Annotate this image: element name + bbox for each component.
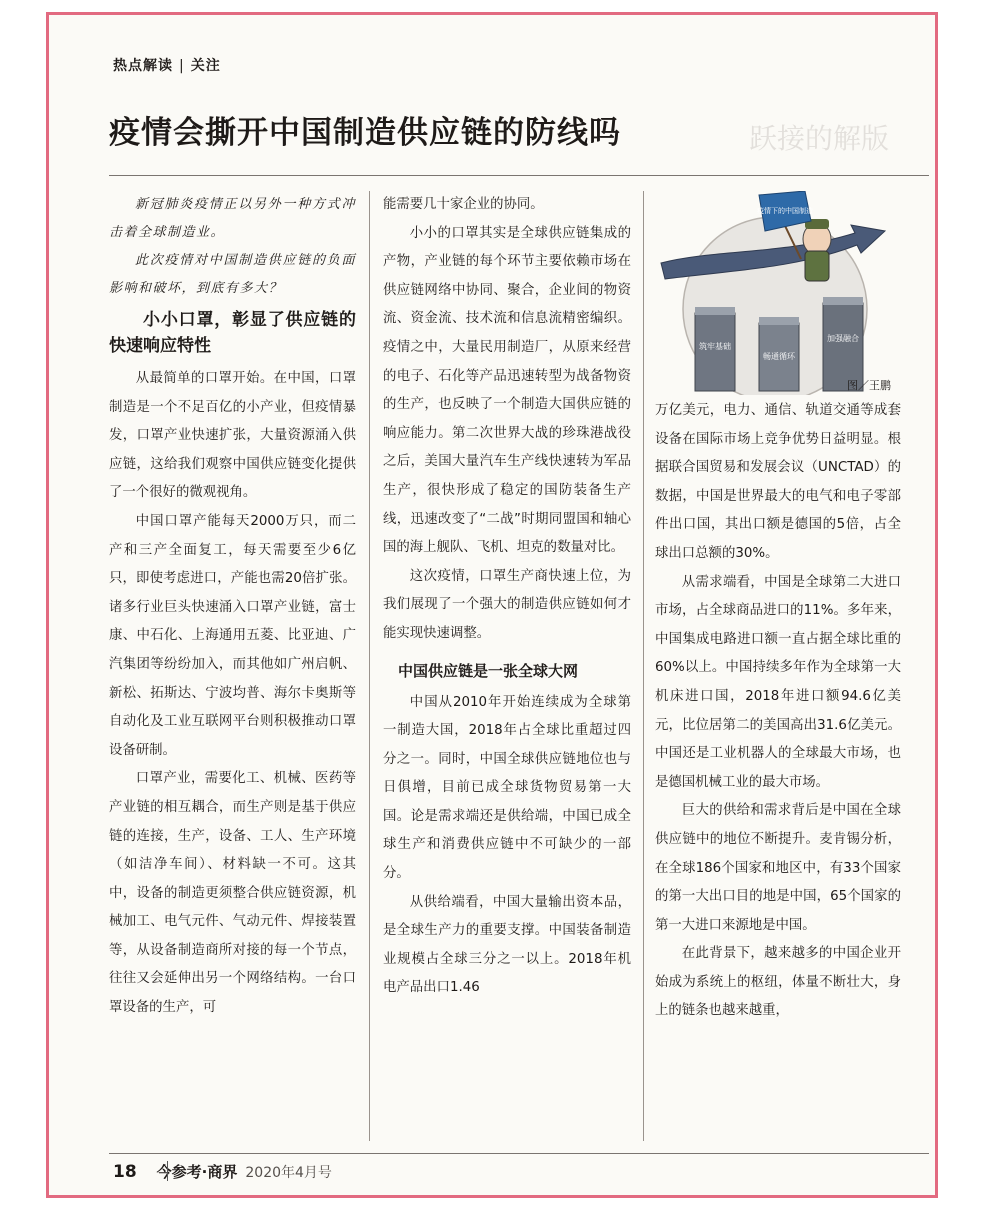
section-tag: 热点解读 | 关注 bbox=[113, 58, 221, 74]
title-divider bbox=[109, 175, 929, 176]
bleed-through-text: 跃接的解版 bbox=[749, 122, 890, 155]
page-footer bbox=[113, 1161, 332, 1182]
body-paragraph: 能需要几十家企业的协同。 bbox=[383, 197, 544, 212]
body-paragraph: 从供给端看，中国大量输出资本品，是全球生产力的重要支撑。中国装备制造业规模占全球三分之一以上。2018年机电产品出口1.46 bbox=[383, 894, 631, 996]
pillar-label: 畅通循环 bbox=[763, 352, 795, 361]
footer-divider bbox=[109, 1153, 929, 1154]
illustration-credit: 图／王鹏 bbox=[847, 379, 891, 392]
magazine-name: 今参考·商界 bbox=[156, 1163, 238, 1181]
issue-date: 2020年4月号 bbox=[245, 1165, 332, 1181]
body-paragraph: 中国口罩产能每天2000万只，而二产和三产全面复工，每天需要至少6亿只，即使考虑进口，产能也需20倍扩张。诸多行业巨头快速涌入口罩产业链，富士康、中石化、上海通用五菱、比亚迪、广汽集团等纷纷加入，而其他如广州启帆、新松、拓斯达、宁波均普、海尔卡奥斯等自动化及工业互联网平台则积极推动口罩设备研制。 bbox=[109, 513, 356, 758]
footer-tick bbox=[167, 1161, 168, 1181]
page-frame bbox=[46, 12, 938, 1198]
body-paragraph: 巨大的供给和需求背后是中国在全球供应链中的地位不断提升。麦肯锡分析，在全球186个国家和地区中，有33个国家的第一大出口目的地是中国，65个国家的第一大进口来源地是中国。 bbox=[655, 803, 901, 933]
pillar-label: 加强融合 bbox=[827, 334, 859, 343]
lead-paragraph: 新冠肺炎疫情正以另外一种方式冲击着全球制造业。 bbox=[109, 197, 356, 240]
magazine-page bbox=[49, 15, 935, 1195]
page-number: 18 bbox=[113, 1162, 137, 1182]
column-divider bbox=[643, 191, 644, 1141]
subsection-label: 关注 bbox=[190, 58, 221, 74]
body-paragraph: 这次疫情，口罩生产商快速上位，为我们展现了一个强大的制造供应链如何才能实现快速调整。 bbox=[383, 568, 631, 641]
section-heading: 小小口罩，彰显了供应链的快速响应特性 bbox=[109, 310, 356, 356]
column-3 bbox=[655, 397, 901, 1026]
section-heading: 中国供应链是一张全球大网 bbox=[398, 661, 579, 680]
section-label: 热点解读 bbox=[113, 58, 173, 74]
body-paragraph: 小小的口罩其实是全球供应链集成的产物，产业链的每个环节主要依赖市场在供应链网络中协同、聚合，企业间的物资流、资金流、技术流和信息流精密编织。疫情之中，大量民用制造厂，从原来经营的电子、石化等产品迅速转型为战备物资的生产，也反映了一个制造大国供应链的响应能力。第二次世界大战的珍珠港战役之后，美国大量汽车生产线快速转为军品生产，很快形成了稳定的国防装备生产线，迅速改变了“二战”时期同盟国和轴心国的海上舰队、飞机、坦克的数量对比。 bbox=[383, 225, 631, 556]
body-paragraph: 从需求端看，中国是全球第二大进口市场，占全球商品进口的11%。多年来，中国集成电路进口额一直占据全球比重的60%以上。中国持续多年作为全球第一大机床进口国，2018年进口额94.6亿美元，比位居第二的美国高出31.6亿美元。中国还是工业机器人的全球最大市场，也是德国机械工业的最大市场。 bbox=[655, 574, 901, 790]
body-paragraph: 从最简单的口罩开始。在中国，口罩制造是一个不足百亿的小产业，但疫情暴发，口罩产业快速扩张，大量资源涌入供应链，这给我们观察中国供应链变化提供了一个很好的微观视角。 bbox=[109, 371, 356, 501]
column-divider bbox=[369, 191, 370, 1141]
body-paragraph: 口罩产业，需要化工、机械、医药等产业链的相互耦合，而生产则是基于供应链的连接，生产，设备、工人、生产环境（如洁净车间）、材料缺一不可。这其中，设备的制造更须整合供应链资源，机械加工、电气元件、气动元件、焊接装置等，从设备制造商所对接的每一个节点，往往又会延伸出另一个网络结构。一台口罩设备的生产，可 bbox=[109, 771, 356, 1016]
body-paragraph: 中国从2010年开始连续成为全球第一制造大国，2018年占全球比重超过四分之一。同时，中国全球供应链地位也与日俱增，目前已成全球货物贸易第一大国。论是需求端还是供给端，中国已成全球生产和消费供应链中不可缺少的一部分。 bbox=[383, 694, 631, 882]
lead-paragraph: 此次疫情对中国制造供应链的负面影响和破坏，到底有多大？ bbox=[109, 253, 356, 296]
body-paragraph: 在此背景下，越来越多的中国企业开始成为系统上的枢纽，体量不断壮大，身上的链条也越来越重， bbox=[655, 946, 901, 1019]
column-1 bbox=[109, 191, 356, 1023]
article-title: 疫情会撕开中国制造供应链的防线吗 bbox=[109, 115, 621, 151]
flag-label: 疫情下的中国制造 bbox=[757, 207, 813, 215]
pillar-label: 筑牢基础 bbox=[699, 342, 731, 351]
editorial-illustration bbox=[655, 191, 901, 395]
column-2 bbox=[383, 191, 631, 1003]
body-paragraph: 万亿美元，电力、通信、轨道交通等成套设备在国际市场上竞争优势日益明显。根据联合国贸易和发展会议（UNCTAD）的数据，中国是世界最大的电气和电子零部件出口国，其出口额是德国的5倍，占全球出口总额的30%。 bbox=[655, 403, 901, 561]
